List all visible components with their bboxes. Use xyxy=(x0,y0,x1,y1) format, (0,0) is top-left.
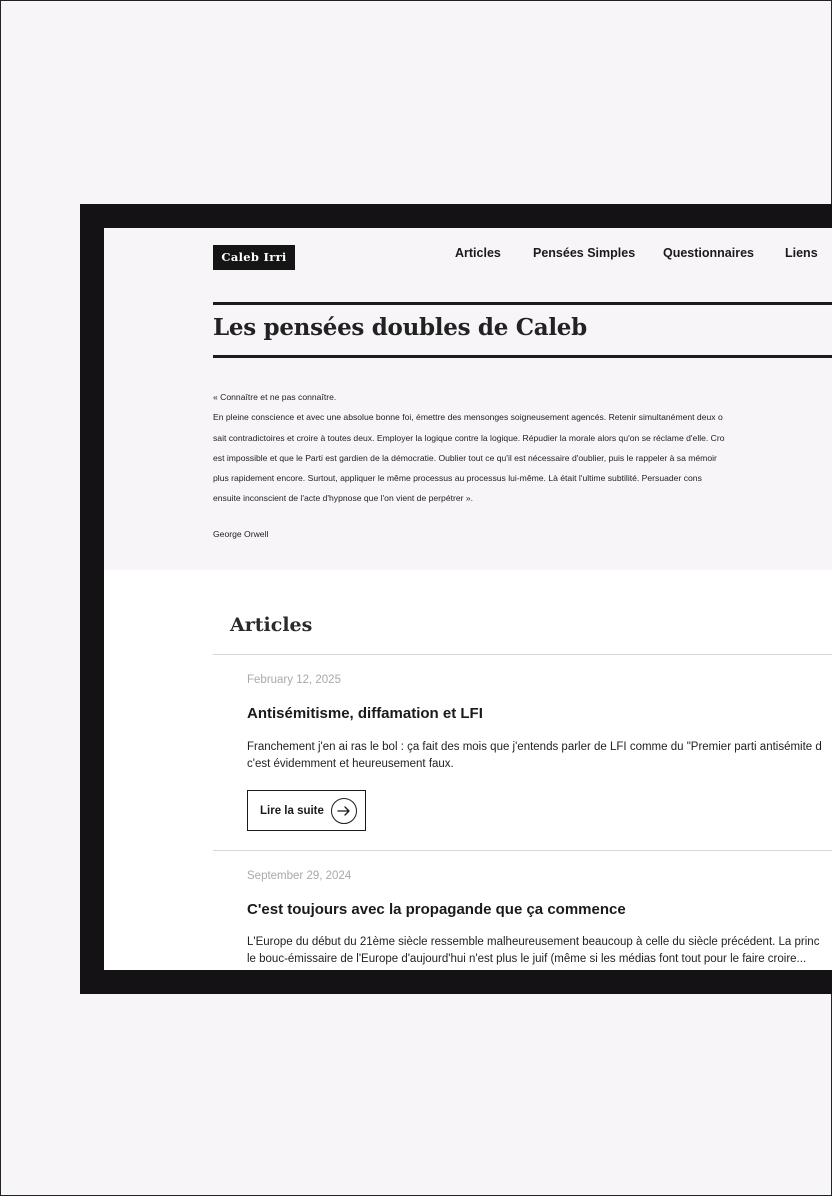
nav-item-articles[interactable]: Articles xyxy=(455,246,501,260)
read-more-button[interactable] xyxy=(247,790,366,831)
title-rule-top xyxy=(213,302,832,305)
arrow-right-icon xyxy=(331,798,357,824)
quote-line: En pleine conscience et avec une absolue bonne foi, émettre des mensonges soigneusement agencés. Retenir simultanément deux o xyxy=(213,412,723,423)
article-title[interactable]: Antisémitisme, diffamation et LFI xyxy=(247,705,483,722)
hero-section xyxy=(104,228,832,570)
title-rule-bottom xyxy=(213,355,832,358)
quote-line: « Connaître et ne pas connaître. xyxy=(213,392,337,402)
quote-line: sait contradictoires et croire à toutes deux. Employer la logique contre la logique. Répudier la morale alors qu'on se réclame d'elle. Cro xyxy=(213,432,725,443)
articles-heading: Articles xyxy=(230,614,313,636)
nav-item-questionnaires[interactable]: Questionnaires xyxy=(663,246,754,260)
article-date: February 12, 2025 xyxy=(247,674,341,686)
article-title[interactable]: C'est toujours avec la propagande que ça commence xyxy=(247,901,626,918)
excerpt-line: c'est évidemment et heureusement faux. xyxy=(247,758,454,770)
nav-item-pensees-simples[interactable]: Pensées Simples xyxy=(533,246,636,260)
article-divider xyxy=(213,850,832,851)
article-date: September 29, 2024 xyxy=(247,870,352,882)
page-title: Les pensées doubles de Caleb xyxy=(213,314,587,341)
quote-line: est impossible et que le Parti est gardien de la démocratie. Oublier tout ce qu'il est nécessaire d'oublier, puis le rappeler à sa mémoir xyxy=(213,452,717,463)
excerpt-line: L'Europe du début du 21ème siècle ressemble malheureusement beaucoup à celle du siècle précédent. La princ xyxy=(247,936,820,948)
quote-line: ensuite inconscient de l'acte d'hypnose que l'on vient de perpétrer ». xyxy=(213,493,474,504)
orwell-quote xyxy=(213,387,832,509)
website-screen xyxy=(104,228,832,970)
excerpt-line: Franchement j'en ai ras le bol : ça fait des mois que j'entends parler de LFI comme du "Premier parti antisémite d xyxy=(247,741,822,753)
article-divider xyxy=(213,654,832,655)
excerpt-line: le bouc-émissaire de l'Europe d'aujourd'hui n'est plus le juif (même si les médias font tout pour le faire croire... xyxy=(247,953,807,965)
article-excerpt xyxy=(247,934,832,968)
read-more-label: Lire la suite xyxy=(260,804,324,817)
article-excerpt xyxy=(247,739,832,773)
quote-author: George Orwell xyxy=(213,529,269,539)
site-logo[interactable]: Caleb Irri xyxy=(213,245,295,270)
quote-line: plus rapidement encore. Surtout, appliquer le même processus au processus lui-même. Là était l'ultime subtilité. Persuader cons xyxy=(213,473,702,484)
nav-item-liens[interactable]: Liens xyxy=(785,246,818,260)
